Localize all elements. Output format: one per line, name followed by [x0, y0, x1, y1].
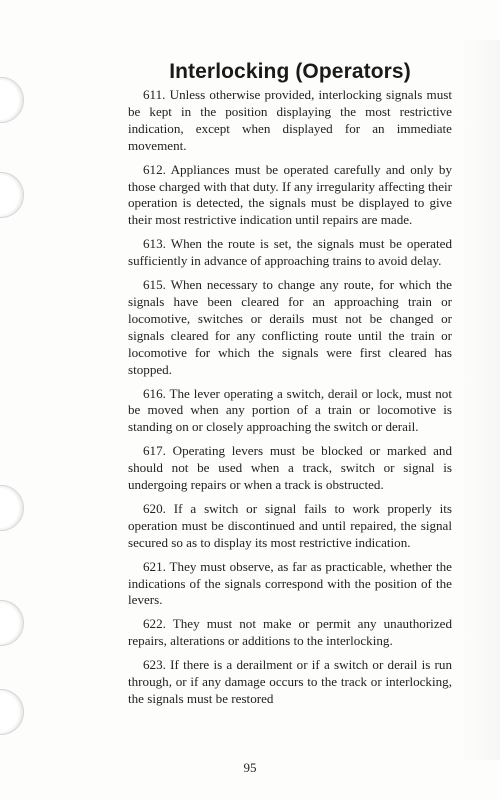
rule-615: 615. When necessary to change any route, for which the signals have been cleared for an approaching train or locomotive, switches or derails must not be changed or signals cleared for any conflicting route until the train or locomotive for which the signals were first cleared has stopped. — [128, 277, 452, 377]
rule-621: 621. They must observe, as far as practicable, whether the indications of the signals correspond with the position of the levers. — [128, 558, 452, 608]
binder-hole — [0, 485, 24, 531]
rule-622: 622. They must not make or permit any unauthorized repairs, alterations or additions to the interlocking. — [128, 616, 452, 649]
binder-hole — [0, 77, 24, 123]
page-number: 95 — [243, 760, 257, 775]
rule-612: 612. Appliances must be operated carefully and only by those charged with that duty. If any irregularity affecting their operation is detected, the signals must be displayed to give their most restrictive indication until repairs are made. — [128, 161, 452, 228]
rule-611: 611. Unless otherwise provided, interlocking signals must be kept in the position displaying the most restrictive indication, except when displayed for an immediate movement. — [128, 87, 452, 153]
rule-617: 617. Operating levers must be blocked or marked and should not be used when a track, switch or signal is undergoing repairs or when a track is obstructed. — [128, 443, 452, 493]
rule-616: 616. The lever operating a switch, derail or lock, must not be moved when any portion of a train or locomotive is standing on or closely approaching the switch or derail. — [128, 385, 452, 435]
rule-623: 623. If there is a derailment or if a switch or derail is run through, or if any damage occurs to the track or interlocking, the signals must be restored — [128, 657, 452, 706]
page-content — [128, 60, 452, 715]
binder-hole — [0, 600, 24, 646]
rule-620: 620. If a switch or signal fails to work properly its operation must be discontinued and until repaired, the signal secured so as to display its most restrictive indication. — [128, 500, 452, 550]
show-through-shadow — [460, 40, 500, 760]
binder-hole — [0, 689, 24, 735]
binder-hole — [0, 172, 24, 218]
rule-613: 613. When the route is set, the signals must be operated sufficiently in advance of approaching trains to avoid delay. — [128, 236, 452, 269]
section-title: Interlocking (Operators) — [169, 60, 411, 83]
